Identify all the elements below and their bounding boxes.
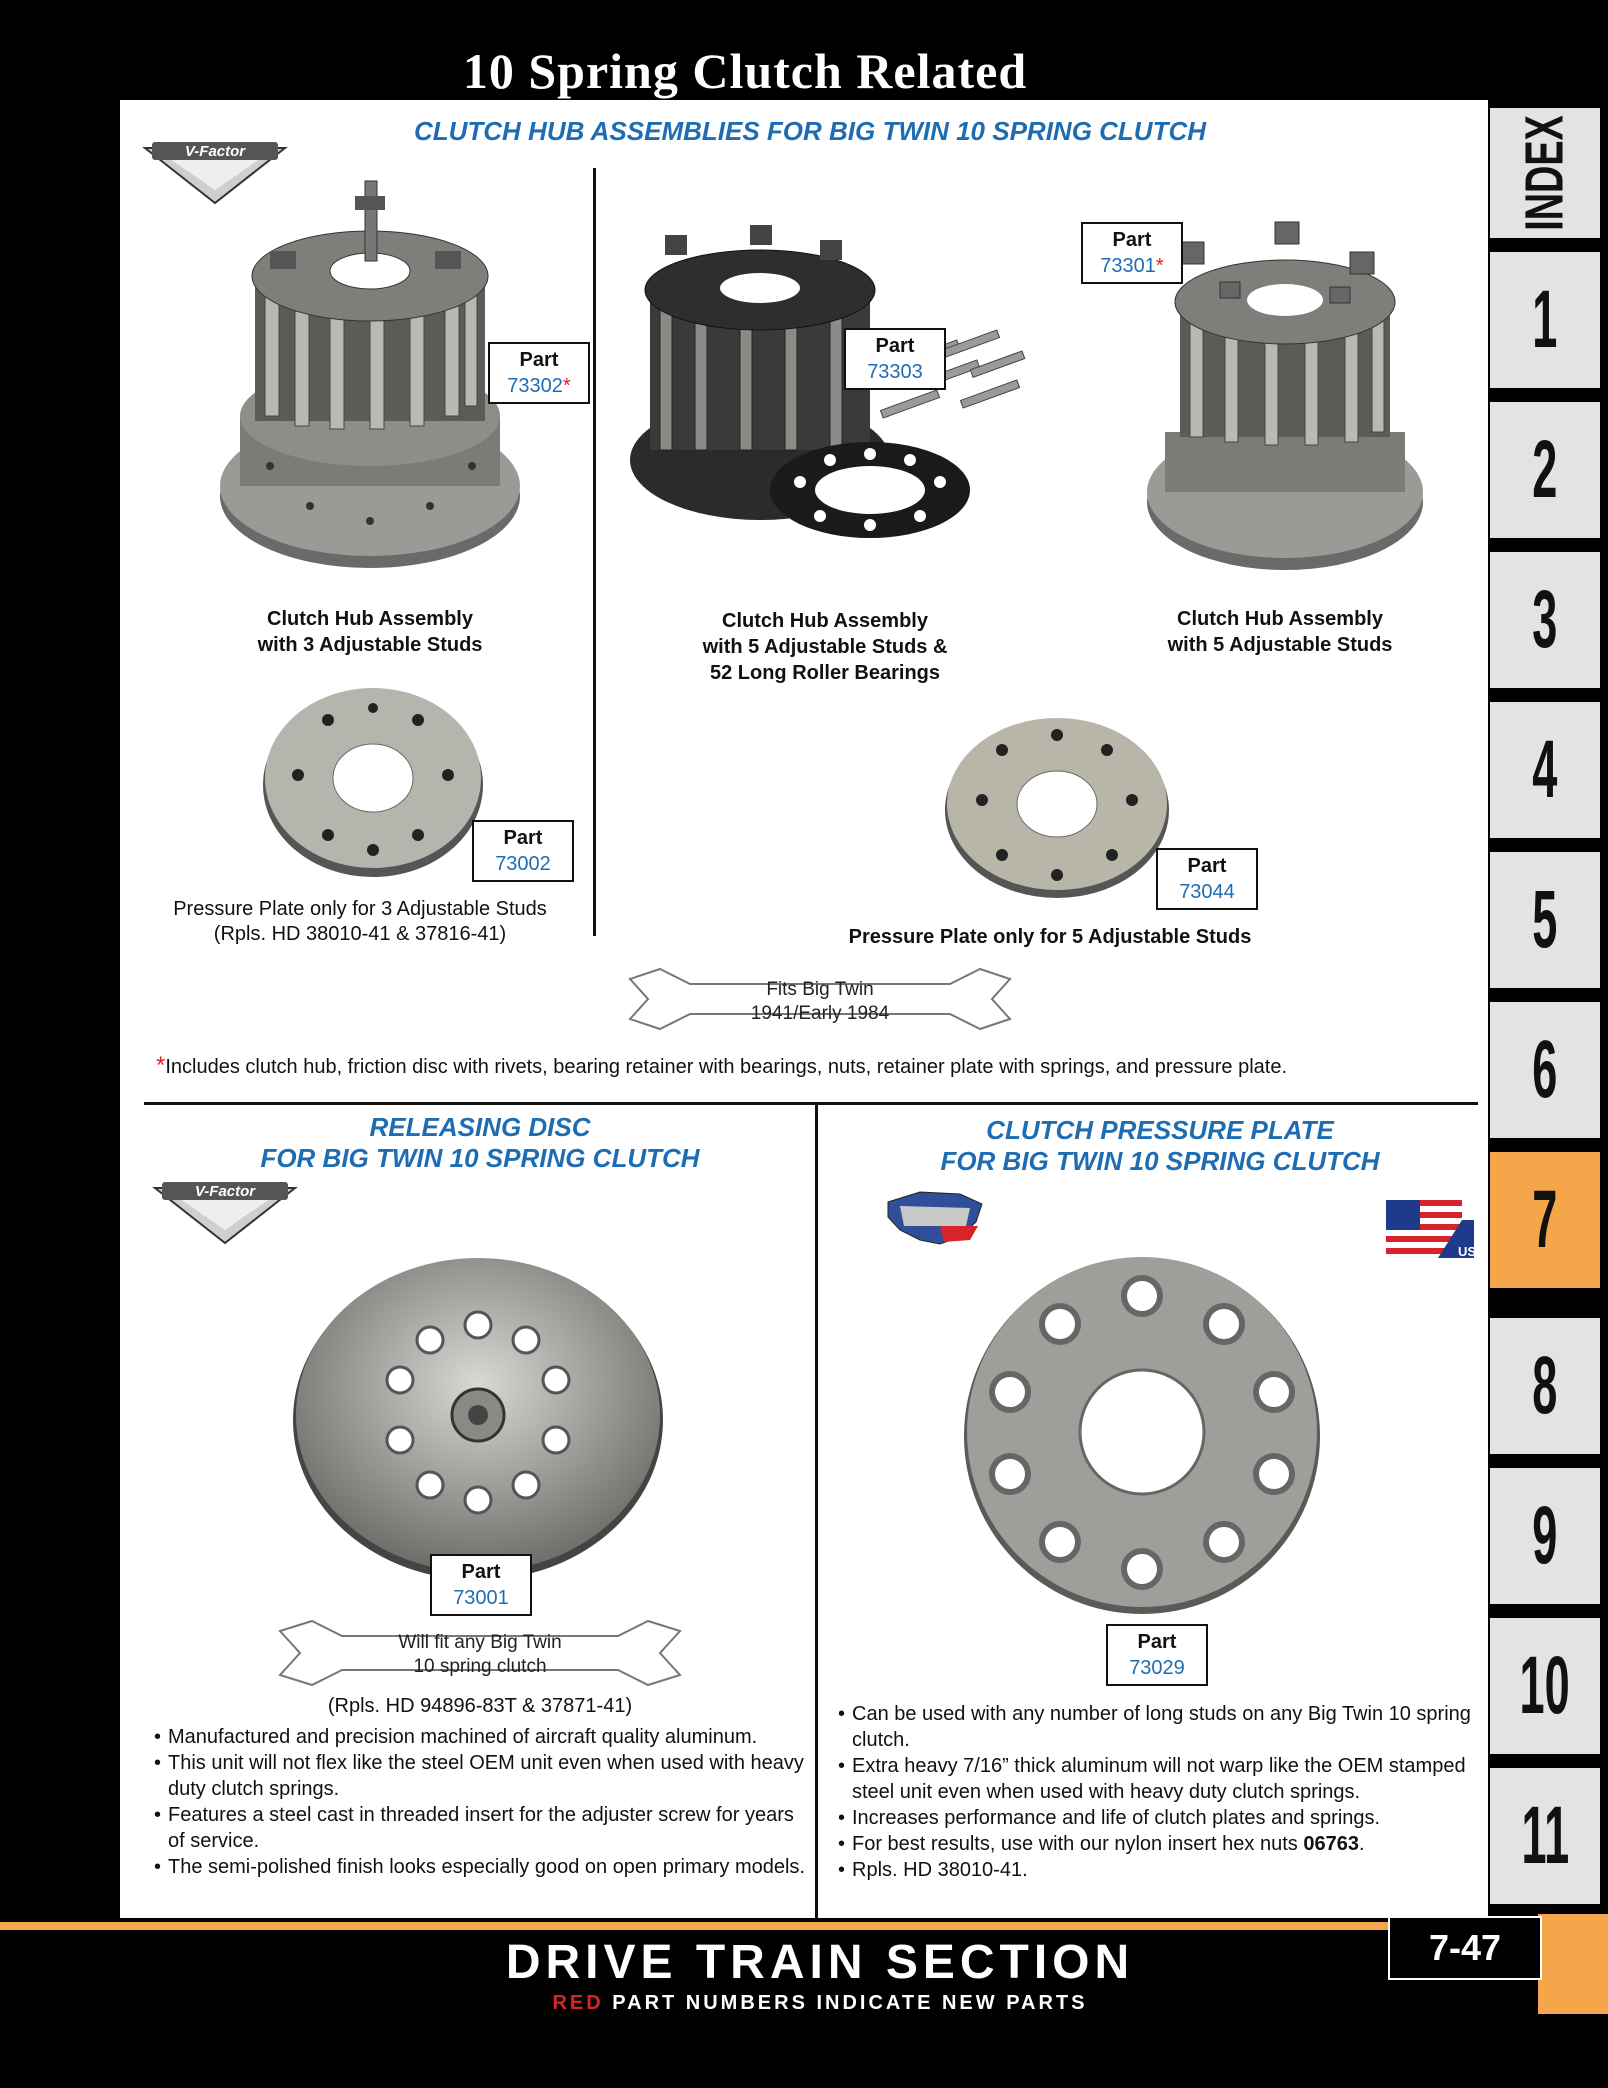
list-item: • Extra heavy 7/16” thick aluminum will not warp like the OEM stamped steel unit even when used with heavy duty clutch springs. [834, 1753, 1474, 1805]
footer-tab [1538, 1914, 1608, 2014]
footer-subtitle: RED PART NUMBERS INDICATE NEW PARTS [552, 1992, 1088, 2014]
fits-text: Fits Big Twin 1941/Early 1984 [750, 979, 890, 1024]
part-box-73302: Part 73302* [488, 342, 590, 404]
pressure-plate-title: CLUTCH PRESSURE PLATE FOR BIG TWIN 10 SPRING CLUTCH [940, 1115, 1380, 1176]
svg-text:V-Factor: V-Factor [194, 1183, 256, 1200]
will-fit-wrench-graphic [270, 1616, 690, 1695]
clutch-hub-5-stud-image [1140, 212, 1430, 587]
pressure-plate-features [834, 1701, 1474, 1883]
page-number: 7-47 [1388, 1916, 1542, 1980]
caption-73302: Clutch Hub Assembly with 3 Adjustable Studs [257, 608, 483, 656]
caption-73002: Pressure Plate only for 3 Adjustable Studs (Rpls. HD 38010-41 & 37816-41) [173, 898, 547, 945]
made-in-usa-badge [1386, 1200, 1486, 1265]
part-box-73002: Part 73002 [472, 820, 574, 882]
footer-section-title: DRIVE TRAIN SECTION [505, 1936, 1135, 1989]
pressure-plate-5-stud-image [942, 710, 1172, 905]
nut-part-number: 06763 [1303, 1833, 1359, 1855]
page-title: 10 Spring Clutch Related [462, 43, 1028, 99]
will-fit-text: Will fit any Big Twin 10 spring clutch [398, 1632, 562, 1677]
clutch-hub-3-stud-image [210, 176, 530, 581]
tab-5[interactable]: 5 [1490, 852, 1600, 988]
svg-text:V-Factor: V-Factor [184, 143, 246, 160]
tab-2[interactable]: 2 [1490, 402, 1600, 538]
tab-1[interactable]: 1 [1490, 252, 1600, 388]
section-divider [144, 1102, 1478, 1105]
list-item: • Can be used with any number of long studs on any Big Twin 10 spring clutch. [834, 1701, 1474, 1753]
footer-bar [0, 1922, 1608, 1930]
tab-index[interactable]: INDEX [1490, 108, 1600, 238]
pressure-plate-3-stud-image [258, 680, 488, 885]
part-box-73001: Part 73001 [430, 1554, 532, 1616]
v-factor-logo-2 [150, 1178, 300, 1253]
list-item: • The semi-polished finish looks especially good on open primary models. [150, 1854, 806, 1880]
part-box-73029: Part 73029 [1106, 1624, 1208, 1686]
clutch-hub-kit-image [620, 220, 1040, 545]
list-item: • Rpls. HD 38010-41. [834, 1857, 1474, 1883]
tab-4[interactable]: 4 [1490, 702, 1600, 838]
list-item: • Features a steel cast in threaded insert for the adjuster screw for years of service. [150, 1802, 806, 1854]
releasing-disc-title: RELEASING DISC FOR BIG TWIN 10 SPRING CLUTCH [260, 1112, 700, 1173]
tab-9[interactable]: 9 [1490, 1468, 1600, 1604]
list-item: • For best results, use with our nylon insert hex nuts 06763. [834, 1831, 1474, 1857]
tab-7[interactable]: 7 [1490, 1152, 1600, 1288]
releasing-disc-replaces: (Rpls. HD 94896-83T & 37871-41) [327, 1695, 633, 1717]
part-box-73303: Part 73303 [844, 328, 946, 390]
part-box-73301: Part 73301* [1081, 222, 1183, 284]
tab-3[interactable]: 3 [1490, 552, 1600, 688]
svg-text:USA: USA [1458, 1244, 1486, 1259]
tab-10[interactable]: 10 [1490, 1618, 1600, 1754]
list-item: • Increases performance and life of clutch plates and springs. [834, 1805, 1474, 1831]
list-item: • This unit will not flex like the steel OEM unit even when used with heavy duty clutch springs. [150, 1750, 806, 1802]
releasing-disc-features [150, 1724, 806, 1880]
usa-map-logo [880, 1182, 990, 1261]
hub-includes-note: *Includes clutch hub, friction disc with rivets, bearing retainer with bearings, nuts, retainer plate with springs, and pressure plate. [156, 1052, 1288, 1079]
tab-6[interactable]: 6 [1490, 1002, 1600, 1138]
caption-73301: Clutch Hub Assembly with 5 Adjustable Studs [1167, 608, 1393, 656]
caption-73044: Pressure Plate only for 5 Adjustable Studs [848, 926, 1252, 948]
tab-8[interactable]: 8 [1490, 1318, 1600, 1454]
fits-wrench-graphic [620, 964, 1020, 1039]
bottom-divider [815, 1104, 818, 1918]
clutch-pressure-plate-image [962, 1254, 1322, 1619]
caption-73303: Clutch Hub Assembly with 5 Adjustable Studs & 52 Long Roller Bearings [702, 610, 948, 684]
list-item: • Manufactured and precision machined of aircraft quality aluminum. [150, 1724, 806, 1750]
part-box-73044: Part 73044 [1156, 848, 1258, 910]
hub-section-title: CLUTCH HUB ASSEMBLIES FOR BIG TWIN 10 SPRING CLUTCH [413, 116, 1207, 146]
releasing-disc-image [288, 1250, 668, 1585]
hub-divider [593, 168, 596, 936]
tab-11[interactable]: 11 [1490, 1768, 1600, 1904]
